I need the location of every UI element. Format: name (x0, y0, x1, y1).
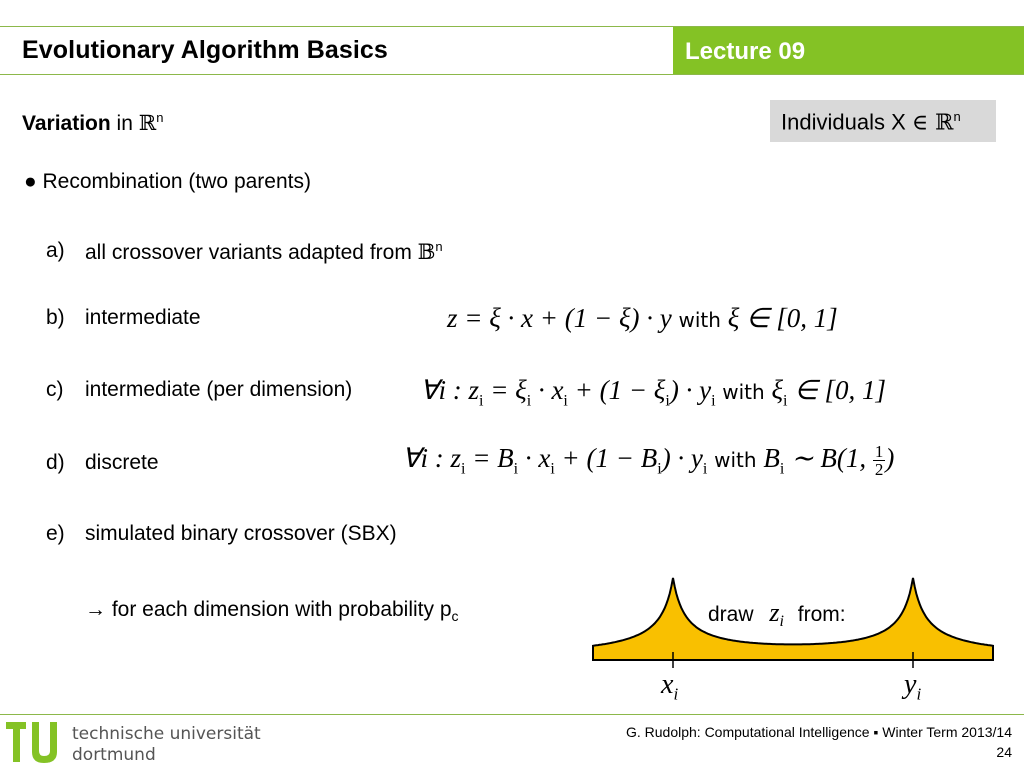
formula-c-sub-3: i (563, 392, 568, 410)
heading-rest: in (116, 112, 133, 135)
formula-c-right2: ∈ [0, 1] (794, 375, 887, 405)
formula-c-mid2: · x (537, 375, 564, 405)
footer-credit-text: G. Rudolph: Computational Intelligence ▪ Winter Term 2013/14 (625, 724, 1012, 740)
formula-d-sub-3: i (550, 460, 555, 478)
formula-d-left: ∀i : z (402, 443, 461, 473)
formula-d-mid4: ) · y (661, 443, 703, 473)
formula-c-sub-6: i (783, 392, 788, 410)
item-a-marker: a) (46, 239, 65, 262)
draw-variable-sub: i (779, 613, 784, 631)
formula-d-sub-5: i (702, 460, 708, 478)
university-line-1: technische universität (72, 724, 261, 744)
item-e-marker: e) (46, 522, 65, 545)
item-a-symbol: 𝔹 (417, 240, 436, 264)
formula-c-mid4: ) · y (669, 375, 712, 405)
formula-c-sub-1: i (478, 392, 484, 410)
formula-d-sub-6: i (779, 460, 785, 478)
formula-c-right: ξ (771, 375, 784, 405)
item-b-marker: b) (46, 306, 65, 329)
fraction-denominator: 2 (874, 460, 884, 480)
formula-c-sub-5: i (711, 392, 716, 410)
fraction-numerator: 1 (874, 442, 884, 462)
formula-c-with: with (722, 380, 765, 404)
badge-exponent: n (953, 109, 961, 124)
formula-c-sub-2: i (526, 392, 532, 410)
lecture-label: Lecture 09 (685, 38, 806, 65)
page-number: 24 (996, 744, 1012, 760)
item-d-marker: d) (46, 451, 65, 474)
formula-c-sub-4: i (665, 392, 670, 410)
formula-b-right: ξ ∈ [0, 1] (727, 303, 838, 333)
heading-exponent: n (156, 110, 164, 125)
item-a-exponent: n (435, 239, 443, 254)
formula-c-left: ∀i : z (420, 375, 479, 405)
formula-d-sub-4: i (657, 460, 662, 478)
item-d-text: discrete (85, 451, 159, 474)
draw-word: draw (708, 603, 754, 626)
formula-b-left: z = ξ · x + (1 − ξ) · y (447, 303, 672, 333)
tu-logo-icon (6, 718, 66, 764)
footer-rule (0, 714, 1024, 715)
item-c-marker: c) (46, 378, 64, 401)
formula-d-mid: = B (472, 443, 514, 473)
slide-title: Evolutionary Algorithm Basics (22, 36, 388, 64)
heading-symbol: ℝ (138, 111, 157, 135)
draw-from: from: (797, 603, 846, 626)
draw-variable: z (769, 598, 780, 627)
item-a-label: all crossover variants adapted from (85, 241, 412, 264)
item-c-text: intermediate (per dimension) (85, 378, 353, 401)
sbx-sub: c (451, 608, 459, 625)
formula-d-sub-2: i (513, 460, 519, 478)
sbx-density-area (593, 578, 993, 660)
formula-d-close: ) (885, 443, 895, 473)
university-name (72, 724, 261, 766)
sbx-text: → for each dimension with probability p (85, 598, 452, 621)
bullet-recombination: ● Recombination (two parents) (24, 170, 311, 193)
university-line-2: dortmund (72, 745, 156, 765)
badge-text: Individuals X (781, 109, 906, 135)
formula-d-right: B (763, 443, 780, 473)
formula-d-with: with (714, 448, 757, 472)
tu-logo (6, 718, 66, 764)
formula-c-mid3: + (1 − ξ (574, 375, 666, 405)
tick-label-yi: $y_i$ (904, 669, 922, 704)
tick-label-xi: $x_i$ (661, 669, 679, 704)
item-e-text: simulated binary crossover (SBX) (85, 522, 397, 545)
formula-d-mid2: · x (524, 443, 551, 473)
heading-bold: Variation (22, 112, 111, 135)
item-b-text: intermediate (85, 306, 201, 329)
formula-c-mid: = ξ (490, 375, 527, 405)
badge-symbol: ∈ ℝ (911, 110, 954, 136)
formula-d-sub-1: i (460, 460, 466, 478)
footer-credit (626, 722, 1012, 762)
formula-d-mid3: + (1 − B (561, 443, 658, 473)
formula-b-with: with (678, 308, 721, 332)
formula-d-right2: ∼ B(1, (791, 443, 867, 473)
